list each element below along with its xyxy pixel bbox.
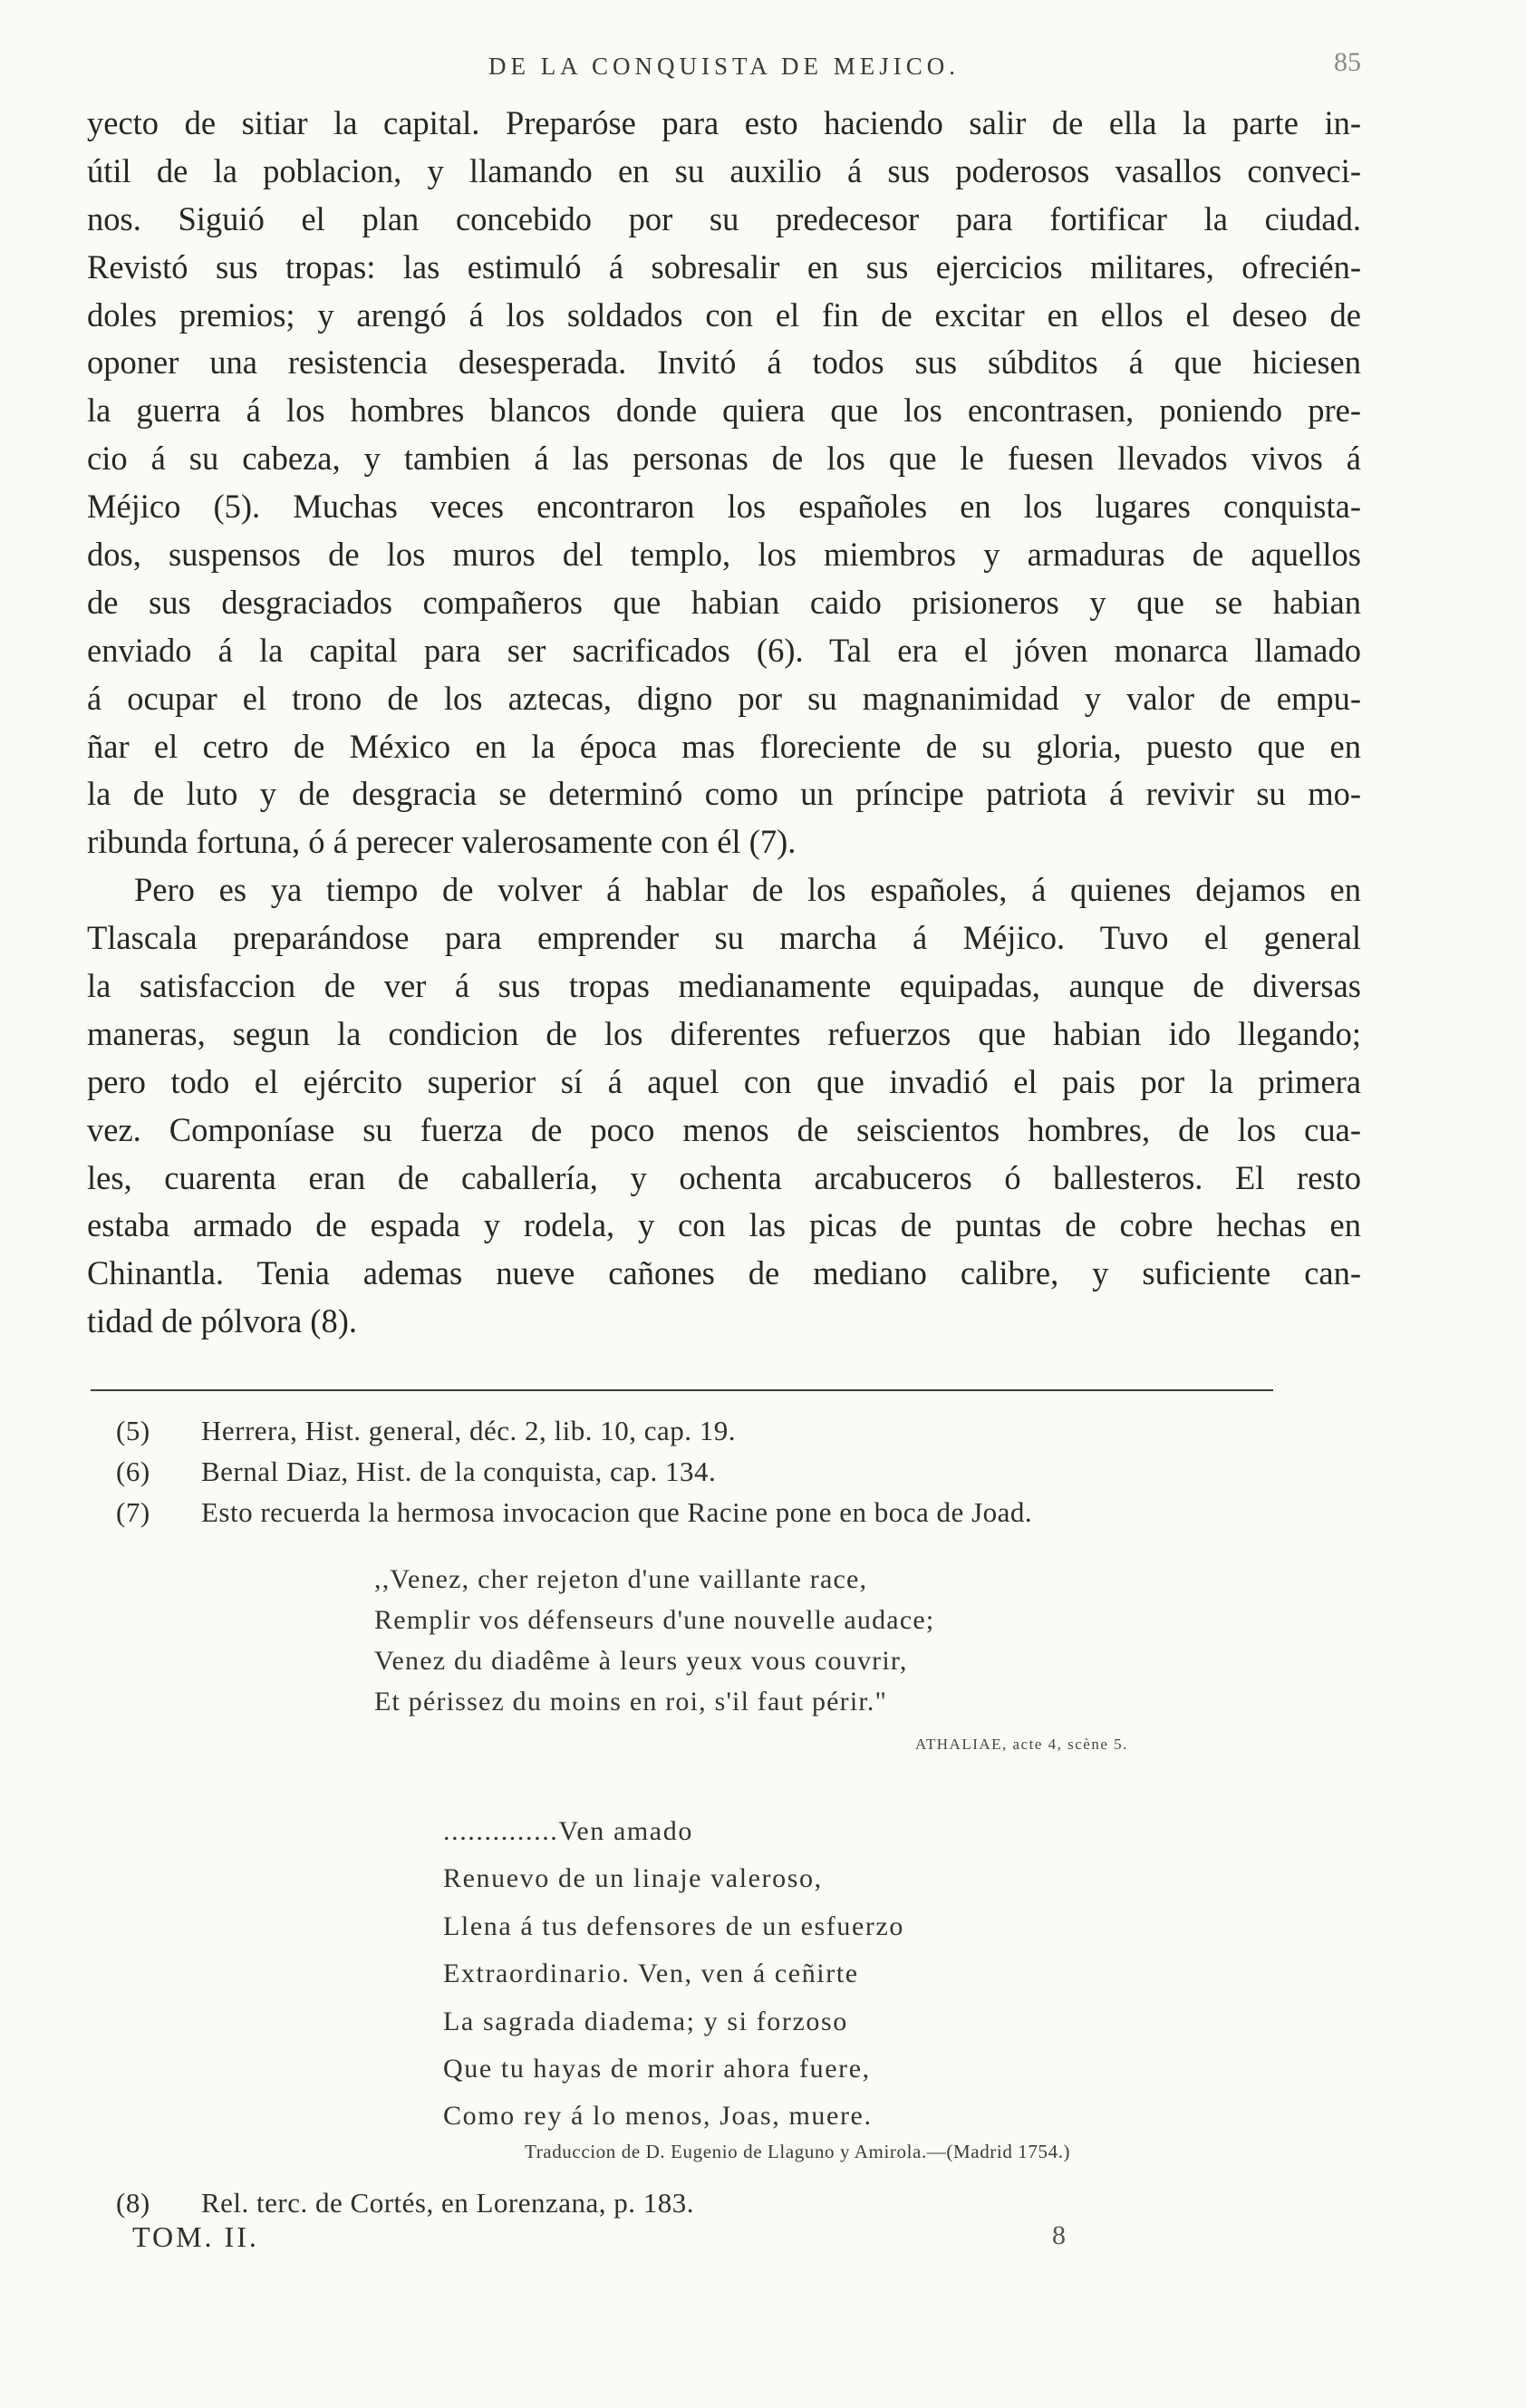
footnote-mark: (6) <box>116 1455 150 1487</box>
footnote-text: Esto recuerda la hermosa invocacion que Racine pone en boca de Joad. <box>201 1496 1033 1528</box>
translation-line: La sagrada diadema; y si forzoso <box>443 2006 848 2036</box>
running-head <box>87 47 1361 98</box>
footnote-text: Herrera, Hist. general, déc. 2, lib. 10, cap. 19. <box>201 1415 737 1446</box>
signature-mark: 8 <box>1052 2220 1066 2250</box>
translation-source: Traduccion de D. Eugenio de Llaguno y Amirola.—(Madrid 1754.) <box>525 2141 1071 2162</box>
body-line: Revistó sus tropas: las estimuló á sobresalir en sus ejercicios militares, ofrecién- <box>87 247 1361 285</box>
footnote <box>116 2182 694 2223</box>
footnote <box>116 1492 1376 1533</box>
footnote-mark: (5) <box>116 1415 150 1446</box>
page-footer <box>132 2220 1066 2262</box>
body-line: Méjico (5). Muchas veces encontraron los españoles en los lugares conquista- <box>87 488 1361 526</box>
footnote-mark: (8) <box>116 2187 150 2219</box>
volume-label: TOM. II. <box>132 2220 259 2253</box>
verse-line: Venez du diadême à leurs yeux vous couvrir, <box>374 1646 908 1676</box>
translation-line: ..............Ven amado <box>443 1816 693 1846</box>
spanish-translation <box>443 1808 1259 2141</box>
footnote-rule <box>91 1389 1273 1391</box>
body-text <box>87 100 1361 1346</box>
translation-line: Como rey á lo menos, Joas, muere. <box>443 2101 873 2132</box>
body-line: Chinantla. Tenia ademas nueve cañones de mediano calibre, y suficiente can- <box>87 1254 1361 1292</box>
verse-line: Et périssez du moins en roi, s'il faut périr." <box>374 1687 888 1717</box>
footnote-text: Rel. terc. de Cortés, en Lorenzana, p. 183. <box>201 2187 695 2219</box>
body-line: estaba armado de espada y rodela, y con las picas de puntas de cobre hechas en <box>87 1206 1361 1244</box>
running-title: DE LA CONQUISTA DE MEJICO. <box>488 53 961 80</box>
footnote <box>116 1451 1376 1492</box>
body-line: Pero es ya tiempo de volver á hablar de los españoles, á quienes dejamos en <box>134 871 1361 909</box>
body-line: útil de la poblacion, y llamando en su auxilio á sus poderosos vasallos conveci- <box>87 151 1361 189</box>
body-line: doles premios; y arengó á los soldados con el fin de excitar en ellos el deseo de <box>87 295 1361 334</box>
body-line: á ocupar el trono de los aztecas, digno por su magnanimidad y valor de empu- <box>87 679 1361 717</box>
body-line: de sus desgraciados compañeros que habian caido prisioneros y que se habian <box>87 583 1361 621</box>
body-line: la de luto y de desgracia se determinó como un príncipe patriota á revivir su mo- <box>87 775 1361 813</box>
verse-line: ,,Venez, cher rejeton d'une vaillante race, <box>374 1564 868 1594</box>
verse-source: ATHALIAE, acte 4, scène 5. <box>915 1736 1128 1753</box>
french-verse-quote <box>374 1559 1280 1722</box>
body-line: oponer una resistencia desesperada. Invitó á todos sus súbditos á que hiciesen <box>87 343 1361 382</box>
body-line: ribunda fortuna, ó á perecer valerosamente con él (7). <box>87 823 797 861</box>
verse-line: Remplir vos défenseurs d'une nouvelle audace; <box>374 1605 935 1635</box>
footnotes <box>116 1410 1376 1533</box>
translation-line: Extraordinario. Ven, ven á ceñirte <box>443 1958 859 1989</box>
body-line: la guerra á los hombres blancos donde quiera que los encontrasen, poniendo pre- <box>87 392 1361 430</box>
body-line: nos. Siguió el plan concebido por su predecesor para fortificar la ciudad. <box>87 199 1361 237</box>
body-line: yecto de sitiar la capital. Preparóse para esto haciendo salir de ella la parte in- <box>87 104 1361 141</box>
body-line: maneras, segun la condicion de los diferentes refuerzos que habian ido llegando; <box>87 1014 1361 1052</box>
body-line: tidad de pólvora (8). <box>87 1302 357 1340</box>
body-line: les, cuarenta eran de caballería, y ochenta arcabuceros ó ballesteros. El resto <box>87 1158 1361 1196</box>
body-line: Tlascala preparándose para emprender su marcha á Méjico. Tuvo el general <box>87 919 1361 957</box>
translation-line: Renuevo de un linaje valeroso, <box>443 1863 823 1894</box>
body-line: cio á su cabeza, y tambien á las personas de los que le fuesen llevados vivos á <box>87 440 1361 478</box>
body-line: la satisfaccion de ver á sus tropas medianamente equipadas, aunque de diversas <box>87 967 1361 1005</box>
translation-line: Llena á tus defensores de un esfuerzo <box>443 1910 905 1941</box>
body-line: vez. Componíase su fuerza de poco menos de seiscientos hombres, de los cua- <box>87 1110 1361 1148</box>
translation-line: Que tu hayas de morir ahora fuere, <box>443 2053 871 2084</box>
footnote-mark: (7) <box>116 1496 150 1528</box>
body-line: ñar el cetro de México en la época mas floreciente de su gloria, puesto que en <box>87 727 1361 765</box>
page-number: 85 <box>1334 47 1361 77</box>
body-line: enviado á la capital para ser sacrificados (6). Tal era el jóven monarca llamado <box>87 631 1361 669</box>
footnote <box>116 1410 1376 1451</box>
body-line: pero todo el ejército superior sí á aquel con que invadió el pais por la primera <box>87 1062 1361 1100</box>
body-line: dos, suspensos de los muros del templo, los miembros y armaduras de aquellos <box>87 536 1361 574</box>
footnote-text: Bernal Diaz, Hist. de la conquista, cap. 134. <box>201 1455 717 1487</box>
